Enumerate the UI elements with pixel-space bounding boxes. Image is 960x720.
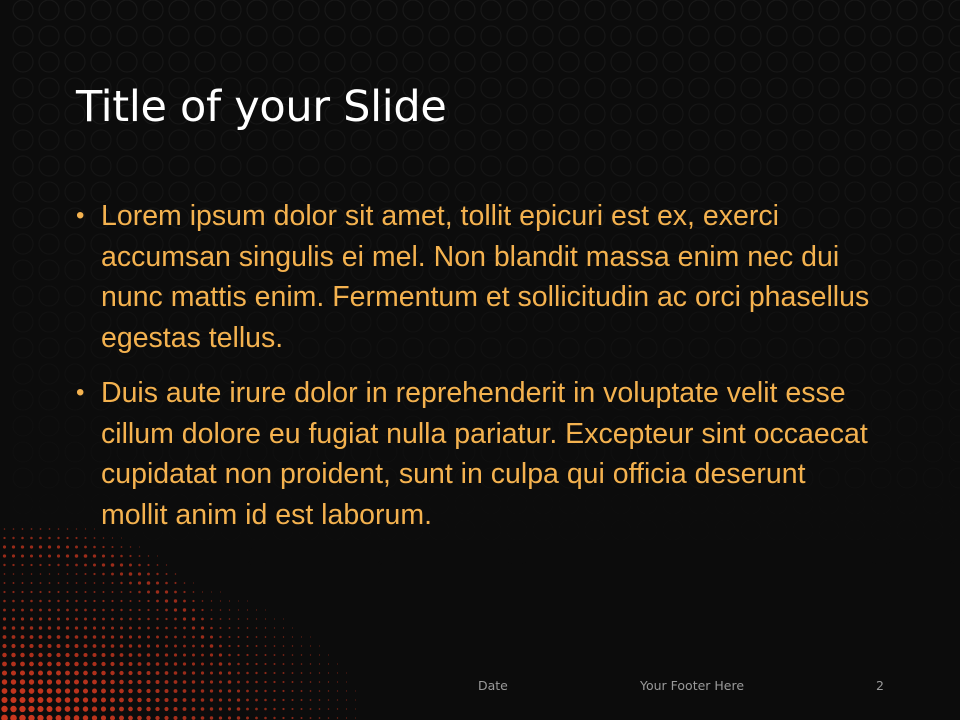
bullet-text: Duis aute irure dolor in reprehenderit in voluptate velit esse cillum dolore eu fugiat nulla pariatur. Excepteur sint occaecat cupidatat non proident, sunt in culpa qui officia deserunt mollit anim id est laborum. — [101, 377, 868, 531]
footer-text: Your Footer Here — [640, 678, 745, 693]
footer-page-number: 2 — [876, 678, 884, 693]
bullet-item — [76, 373, 876, 535]
bullet-list — [76, 196, 876, 550]
red-halftone-dots — [1, 528, 356, 720]
bullet-dot-icon: • — [76, 379, 85, 406]
footer-date: Date — [478, 678, 508, 693]
bullet-text: Lorem ipsum dolor sit amet, tollit epicuri est ex, exerci accumsan singulis ei mel. Non blandit massa enim nec dui nunc mattis enim. Fermentum et sollicitudin ac orci phasellus egestas tellus. — [101, 200, 870, 354]
slide-title: Title of your Slide — [76, 82, 447, 132]
bullet-dot-icon: • — [76, 202, 85, 229]
bullet-item — [76, 196, 876, 358]
